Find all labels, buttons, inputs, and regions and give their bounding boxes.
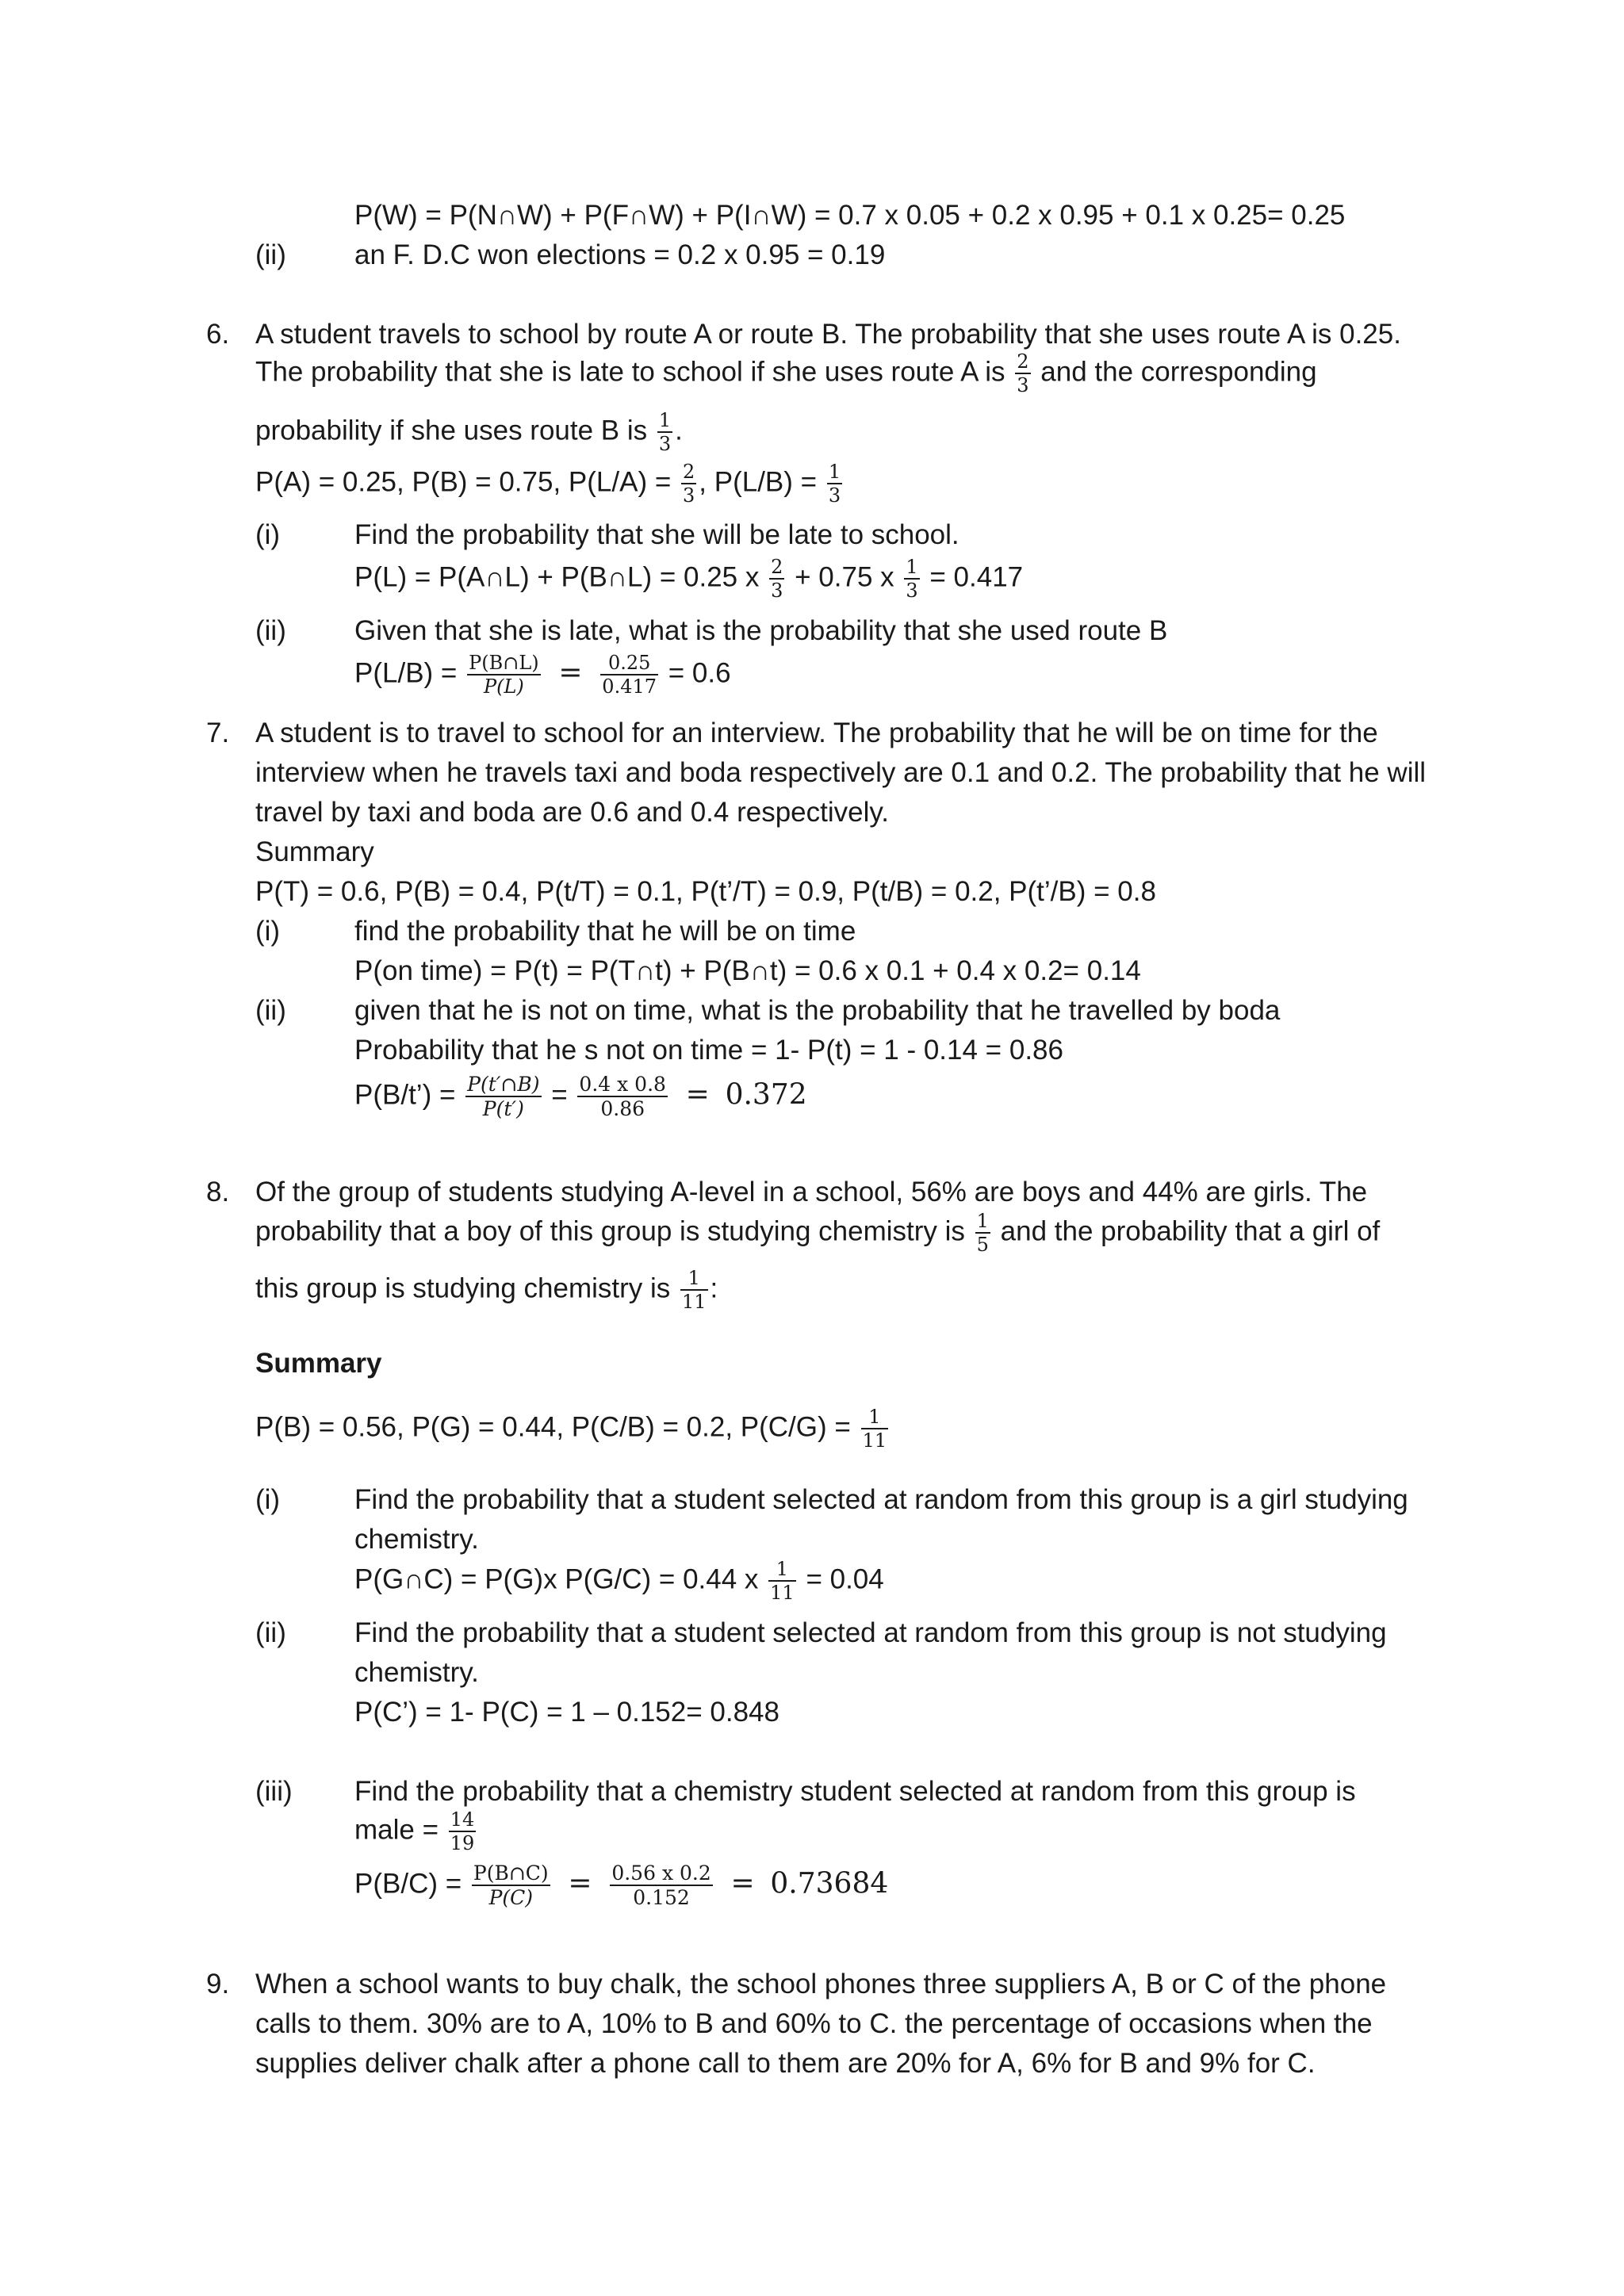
fraction-fourteen-nineteenths: $\frac{14}{19}$ bbox=[450, 1808, 475, 1854]
q7-part-i-text: find the probability that he will be on time bbox=[354, 916, 856, 947]
q8-number: 8. bbox=[206, 1177, 230, 1207]
q9-text-line-3: supplies deliver chalk after a phone call to them are 20% for A, 6% for B and 9% for C. bbox=[255, 2048, 1316, 2079]
q9-number: 9. bbox=[206, 1969, 230, 1999]
fraction-one-third: $\frac{1}{3}$ bbox=[658, 409, 672, 455]
fraction-one-eleventh: $\frac{1}{11}$ bbox=[770, 1558, 795, 1604]
q8-summary: P(B) = 0.56, P(G) = 0.44, P(C/B) = 0.2, P(C/G) = $\frac{1}{11}$ bbox=[255, 1406, 887, 1452]
q8-part-iii-label: (iii) bbox=[255, 1776, 293, 1807]
q5-part-ii-text: an F. D.C won elections = 0.2 x 0.95 = 0.19 bbox=[354, 239, 886, 270]
fraction-one-eleventh: $\frac{1}{11}$ bbox=[862, 1406, 887, 1452]
q7-summary: P(T) = 0.6, P(B) = 0.4, P(t/T) = 0.1, P(t’/T) = 0.9, P(t/B) = 0.2, P(t’/B) = 0.8 bbox=[255, 876, 1156, 907]
fraction-two-thirds: $\frac{2}{3}$ bbox=[1017, 350, 1029, 396]
q9-text-line-1: When a school wants to buy chalk, the school phones three suppliers A, B or C of the phone bbox=[255, 1969, 1387, 1999]
q7-part-ii-calculation-1: Probability that he s not on time = 1- P(t) = 1 - 0.14 = 0.86 bbox=[354, 1035, 1063, 1066]
q8-part-i-label: (i) bbox=[255, 1484, 281, 1515]
q7-part-i-calculation: P(on time) = P(t) = P(T∩t) + P(B∩t) = 0.6 x 0.1 + 0.4 x 0.2= 0.14 bbox=[354, 955, 1141, 986]
q5-part-ii-label: (ii) bbox=[255, 239, 286, 270]
q6-part-ii-text: Given that she is late, what is the probability that she used route B bbox=[354, 615, 1168, 646]
q6-text-line-3: probability if she uses route B is $\frac{1}{3}$ . bbox=[255, 409, 683, 455]
q6-part-i-calculation: P(L) = P(A∩L) + P(B∩L) = 0.25 x $\frac{2}{3}$ + 0.75 x $\frac{1}{3}$ = 0.417 bbox=[354, 556, 1024, 602]
fraction-values: $\frac{0.56 x 0.2}{0.152}$ bbox=[611, 1862, 711, 1909]
q7-part-ii-calculation-2: P(B/t’) = $\frac{P(t'\cap B)}{P(t')}$ = $\frac{0.4 x 0.8}{0.86}$ = 0.372 bbox=[354, 1073, 807, 1120]
q7-number: 7. bbox=[206, 718, 230, 748]
q8-part-ii-text-1: Find the probability that a student selected at random from this group is not studying bbox=[354, 1617, 1387, 1648]
q6-number: 6. bbox=[206, 319, 230, 350]
q7-part-ii-text: given that he is not on time, what is the probability that he travelled by boda bbox=[354, 995, 1281, 1026]
q7-part-ii-label: (ii) bbox=[255, 995, 286, 1026]
fraction-one-eleventh: $\frac{1}{11}$ bbox=[682, 1267, 707, 1313]
fraction-one-third: $\frac{1}{3}$ bbox=[906, 556, 918, 602]
q7-text-line-2: interview when he travels taxi and boda respectively are 0.1 and 0.2. The probability that he will bbox=[255, 757, 1427, 788]
q8-summary-title: Summary bbox=[255, 1348, 382, 1379]
fraction-two-thirds: $\frac{2}{3}$ bbox=[683, 461, 695, 507]
q5-pw-equation: P(W) = P(N∩W) + P(F∩W) + P(I∩W) = 0.7 x 0.05 + 0.2 x 0.95 + 0.1 x 0.25= 0.25 bbox=[354, 200, 1346, 231]
q7-text-line-1: A student is to travel to school for an interview. The probability that he will be on time for the bbox=[255, 718, 1378, 748]
fraction-values: $\frac{0.4 x 0.8}{0.86}$ bbox=[579, 1073, 666, 1120]
fraction-values: $\frac{0.25}{0.417}$ bbox=[602, 652, 657, 698]
q8-text-line-1: Of the group of students studying A-level in a school, 56% are boys and 44% are girls. The bbox=[255, 1177, 1368, 1207]
q8-text-line-2: probability that a boy of this group is studying chemistry is $\frac{1}{5}$ and the probability that a girl of bbox=[255, 1210, 1381, 1256]
q6-text-line-1: A student travels to school by route A or route B. The probability that she uses route A is 0.25. bbox=[255, 319, 1401, 350]
fraction-p-t-prime-and-b-over-p-t-prime: $\frac{P(t'\cap B)}{P(t')}$ bbox=[467, 1073, 540, 1120]
q8-part-i-text-1: Find the probability that a student selected at random from this group is a girl studying bbox=[354, 1484, 1408, 1515]
fraction-p-b-and-l-over-p-l: $\frac{P(B\cap L)}{P(L)}$ bbox=[469, 652, 539, 698]
q8-text-line-3: this group is studying chemistry is $\frac{1}{11}$ : bbox=[255, 1267, 718, 1313]
fraction-two-thirds: $\frac{2}{3}$ bbox=[771, 556, 783, 602]
fraction-p-b-and-c-over-p-c: $\frac{P(B\cap C)}{P(C)}$ bbox=[473, 1862, 549, 1909]
fraction-one-third: $\frac{1}{3}$ bbox=[828, 461, 841, 507]
q6-text-line-2: The probability that she is late to school if she uses route A is $\frac{2}{3}$ and the corresponding bbox=[255, 350, 1317, 396]
q8-part-i-text-2: chemistry. bbox=[354, 1524, 479, 1555]
fraction-one-fifth: $\frac{1}{5}$ bbox=[976, 1210, 989, 1256]
q7-part-i-label: (i) bbox=[255, 916, 281, 947]
q8-part-ii-calculation: P(C’) = 1- P(C) = 1 – 0.152= 0.848 bbox=[354, 1697, 779, 1728]
q6-part-ii-calculation: P(L/B) = $\frac{P(B\cap L)}{P(L)}$ = $\frac{0.25}{0.417}$ = 0.6 bbox=[354, 652, 731, 698]
q9-text-line-2: calls to them. 30% are to A, 10% to B and 60% to C. the percentage of occasions when the bbox=[255, 2008, 1373, 2039]
q8-part-iii-text-1: Find the probability that a chemistry student selected at random from this group is bbox=[354, 1776, 1356, 1807]
q8-part-i-calculation: P(G∩C) = P(G)x P(G/C) = 0.44 x $\frac{1}{11}$ = 0.04 bbox=[354, 1558, 884, 1604]
q6-part-i-text: Find the probability that she will be late to school. bbox=[354, 519, 959, 550]
q6-part-ii-label: (ii) bbox=[255, 615, 286, 646]
q6-summary: P(A) = 0.25, P(B) = 0.75, P(L/A) = $\frac{2}{3}$ , P(L/B) = $\frac{1}{3}$ bbox=[255, 461, 841, 507]
q7-text-line-3: travel by taxi and boda are 0.6 and 0.4 respectively. bbox=[255, 797, 890, 828]
q8-part-ii-text-2: chemistry. bbox=[354, 1657, 479, 1688]
q8-part-iii-calculation: P(B/C) = $\frac{P(B\cap C)}{P(C)}$ = $\frac{0.56 x 0.2}{0.152}$ = 0.73684 bbox=[354, 1862, 889, 1909]
q8-part-iii-text-2: male = $\frac{14}{19}$ bbox=[354, 1808, 475, 1854]
q8-part-ii-label: (ii) bbox=[255, 1617, 286, 1648]
q7-summary-title: Summary bbox=[255, 836, 374, 867]
q6-part-i-label: (i) bbox=[255, 519, 281, 550]
